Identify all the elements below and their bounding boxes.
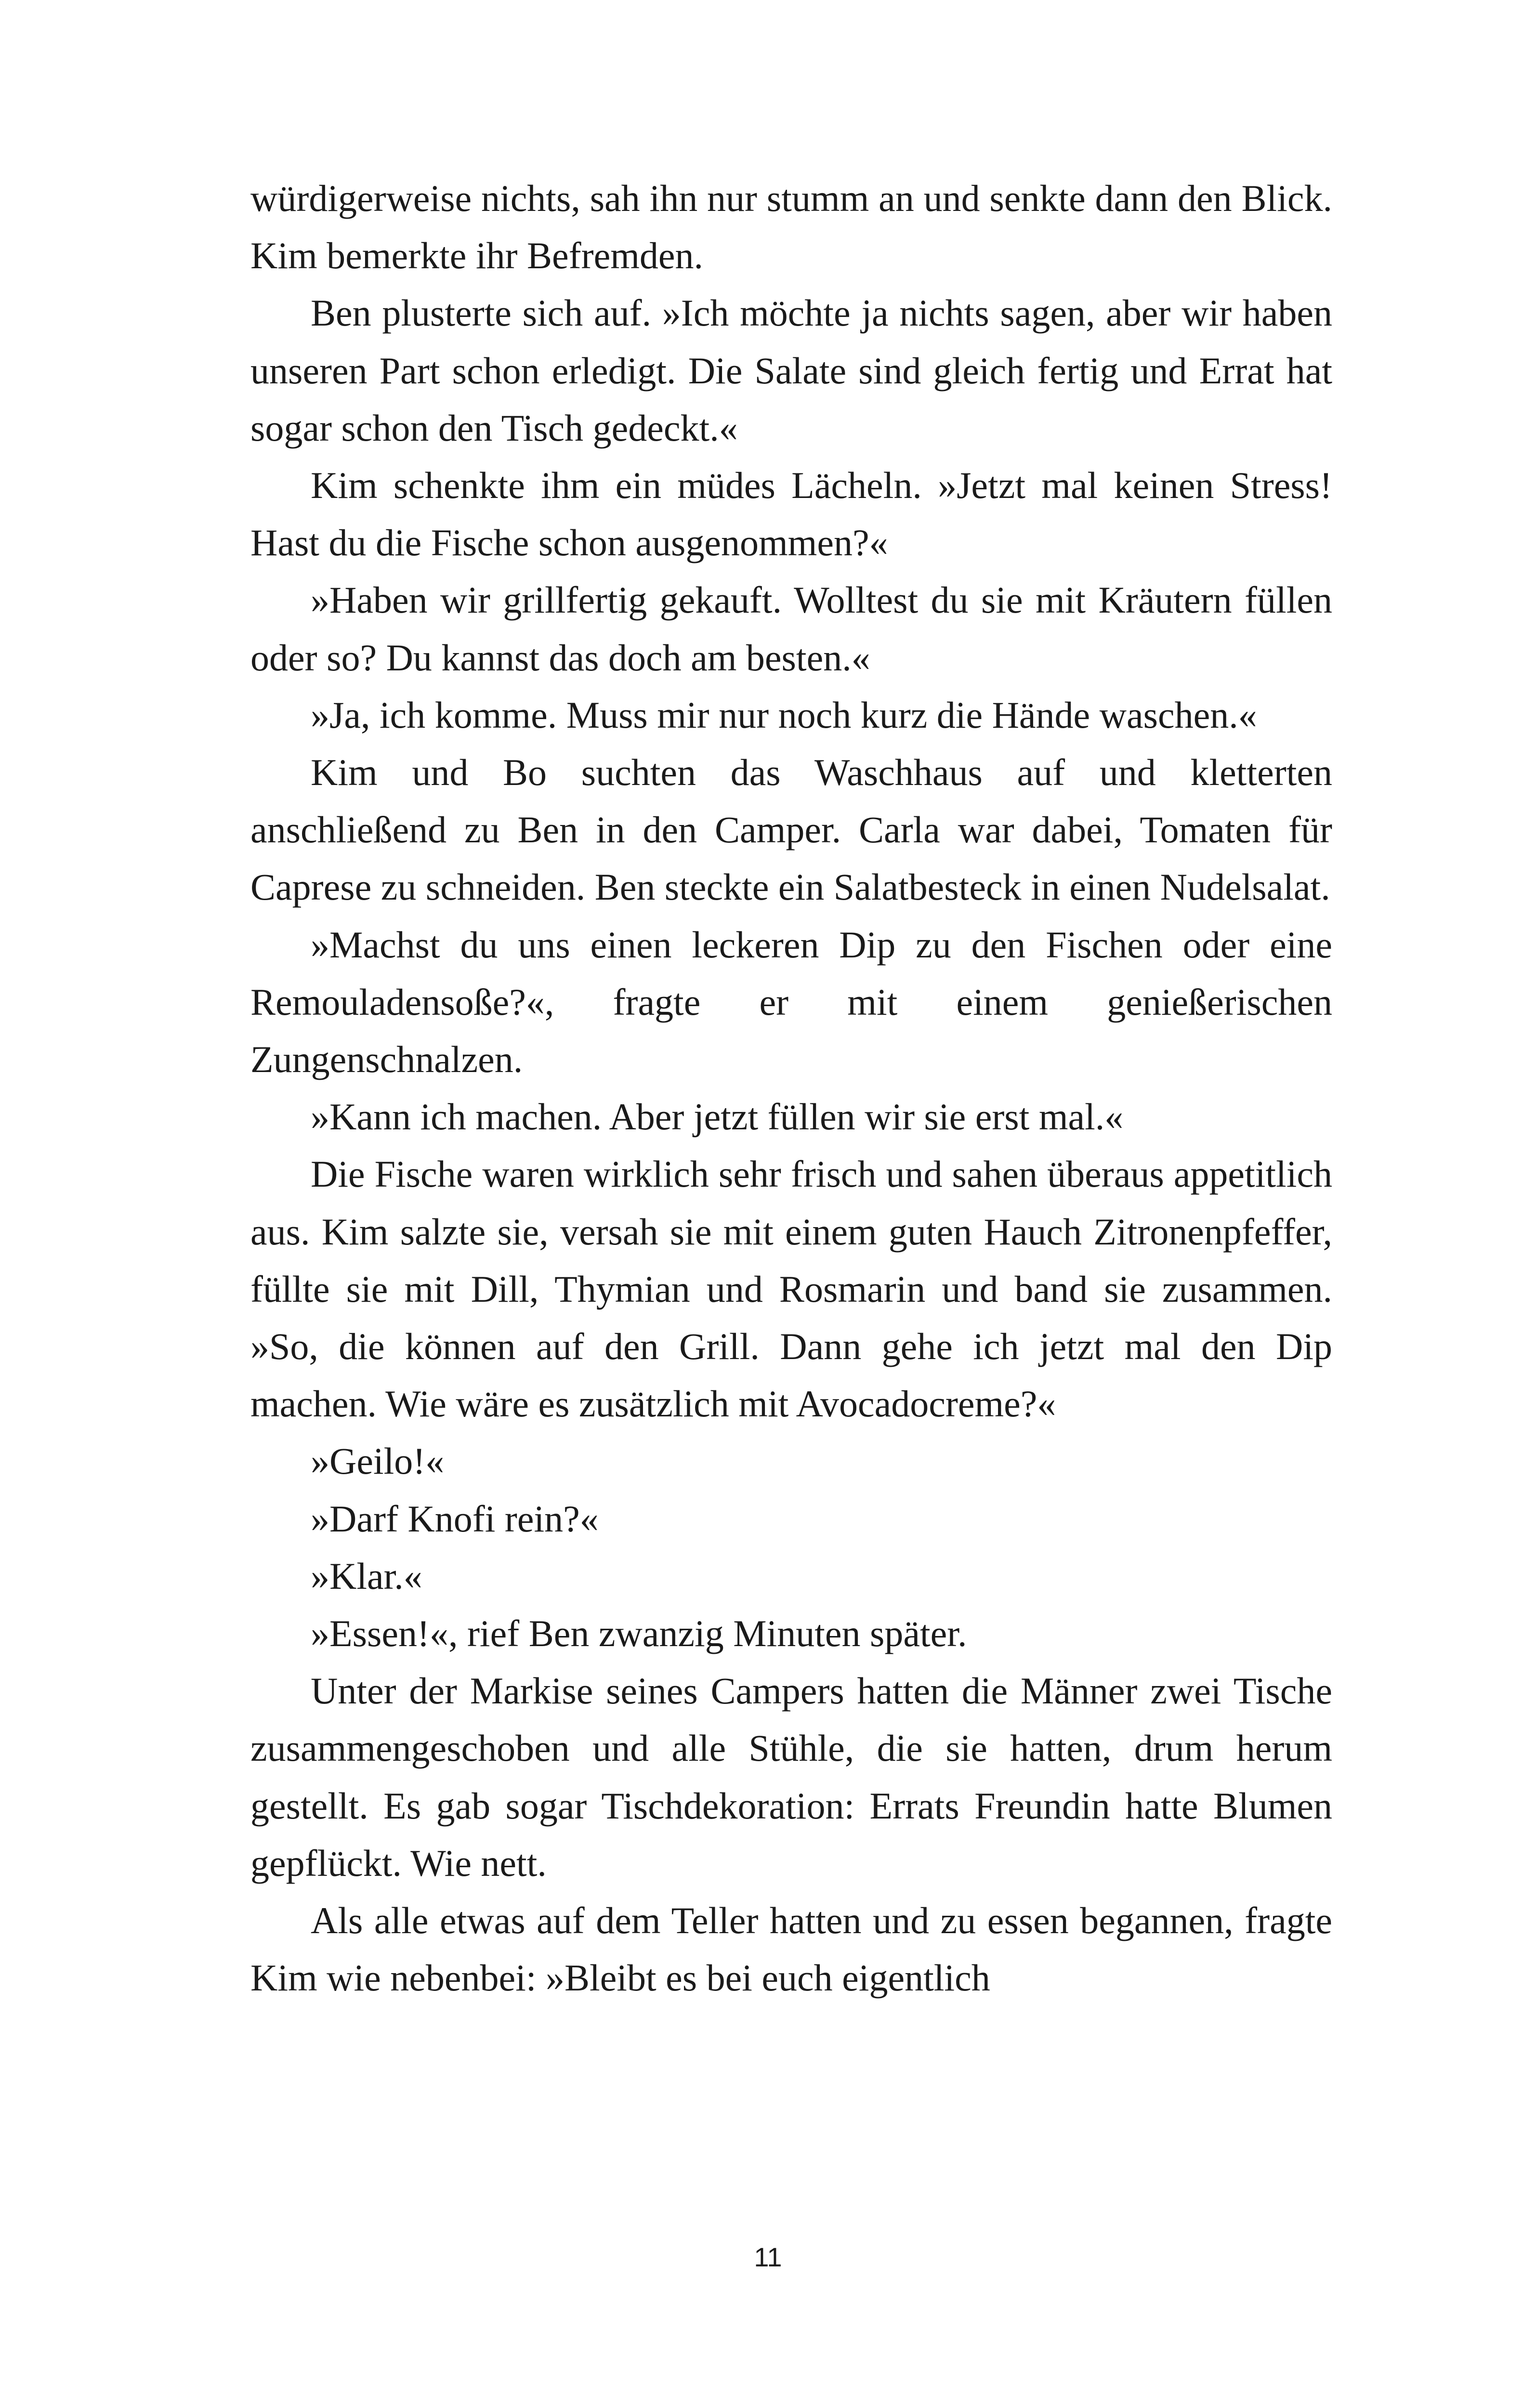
page-number: 11 bbox=[754, 2242, 782, 2272]
paragraph: Als alle etwas auf dem Teller hatten und zu essen begannen, fragte Kim wie nebenbei: »Bleibt es bei euch eigentlich bbox=[250, 1899, 1332, 1999]
paragraph: »Darf Knofi rein?« bbox=[311, 1497, 599, 1540]
paragraph: »Haben wir grillfertig gekauft. Wolltest du sie mit Kräutern füllen oder so? Du kannst das doch am besten.« bbox=[250, 579, 1332, 679]
paragraph: Kim und Bo suchten das Waschhaus auf und kletterten anschließend zu Ben in den Camper. Carla war dabei, Tomaten für Caprese zu schneiden. Ben steckte ein Salatbesteck in einen Nudelsalat. bbox=[250, 751, 1332, 908]
paragraph: Die Fische waren wirklich sehr frisch und sahen überaus appetitlich aus. Kim salzte sie, versah sie mit einem guten Hauch Zitronenpfeffer, füllte sie mit Dill, Thymian und Rosmarin und band sie zusammen. »So, die können auf den Grill. Dann gehe ich jetzt mal den Dip machen. Wie wäre es zusätzlich mit Avocadocreme?« bbox=[250, 1153, 1332, 1425]
paragraph: »Kann ich machen. Aber jetzt füllen wir sie erst mal.« bbox=[311, 1096, 1124, 1138]
paragraph: Kim schenkte ihm ein müdes Lächeln. »Jetzt mal keinen Stress! Hast du die Fische schon ausgenommen?« bbox=[250, 464, 1332, 564]
paragraph: »Machst du uns einen leckeren Dip zu den Fischen oder eine Remouladensoße?«, fragte er mit einem genießerischen Zungenschnalzen. bbox=[250, 923, 1332, 1081]
paragraph: »Essen!«, rief Ben zwanzig Minuten später. bbox=[311, 1612, 967, 1655]
paragraph: »Geilo!« bbox=[311, 1440, 445, 1482]
paragraph: Ben plusterte sich auf. »Ich möchte ja nichts sagen, aber wir haben unseren Part schon erledigt. Die Salate sind gleich fertig und Errat hat sogar schon den Tisch gedeckt.« bbox=[250, 292, 1332, 449]
paragraph: Unter der Markise seines Campers hatten die Männer zwei Tische zusammengeschoben und alle Stühle, die sie hatten, drum herum gestellt. Es gab sogar Tischdekoration: Errats Freundin hatte Blumen gepflückt. Wie nett. bbox=[250, 1670, 1332, 1884]
paragraph: »Klar.« bbox=[311, 1555, 422, 1597]
paragraph: »Ja, ich komme. Muss mir nur noch kurz die Hände waschen.« bbox=[311, 694, 1257, 736]
body-text bbox=[250, 170, 1332, 2007]
paragraph: würdigerweise nichts, sah ihn nur stumm an und senkte dann den Blick. Kim bemerkte ihr Befremden. bbox=[250, 177, 1332, 277]
